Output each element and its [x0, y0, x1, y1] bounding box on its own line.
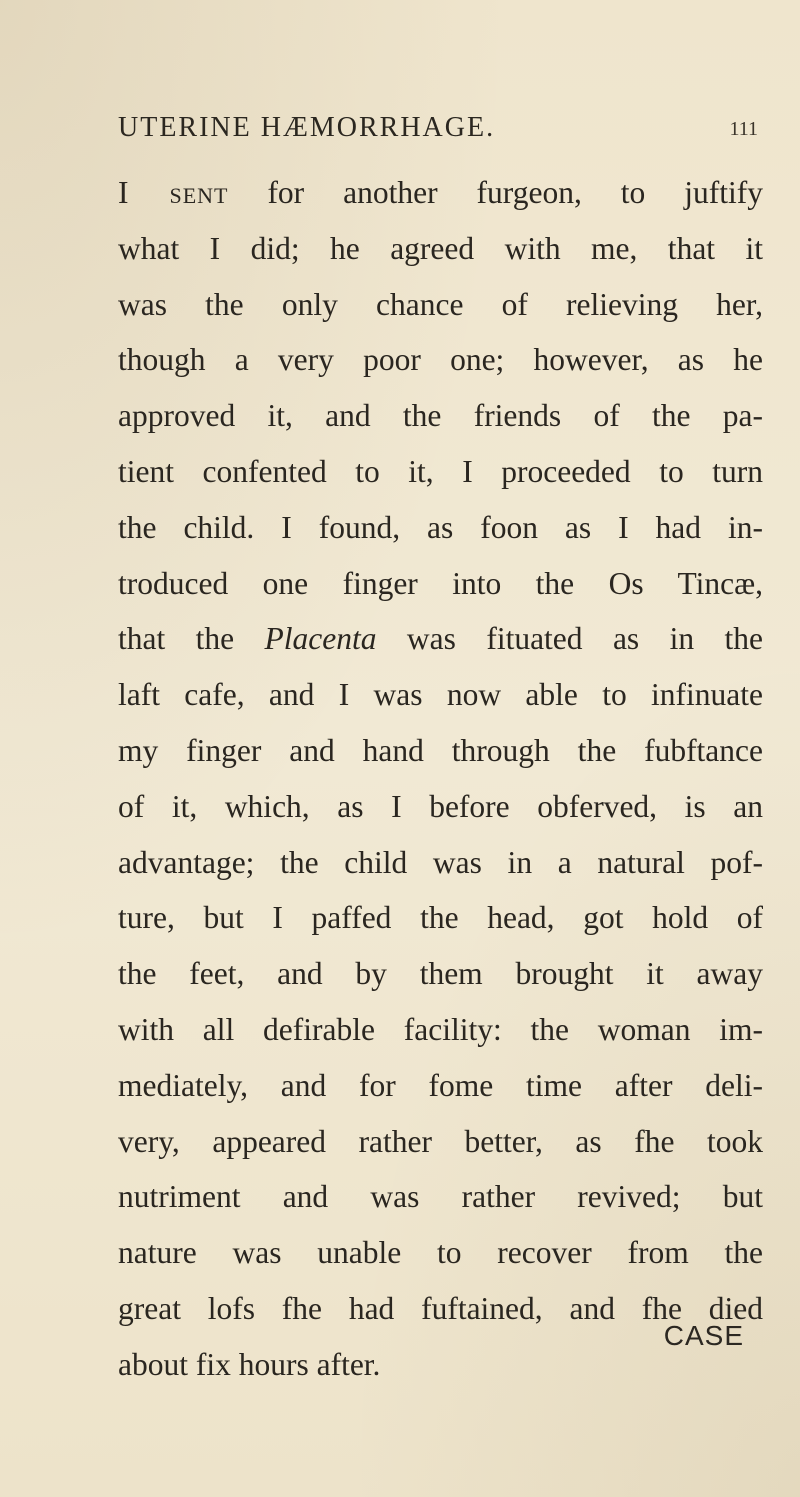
text-line-content: for another furgeon, to juftify — [228, 175, 763, 210]
text-line: very, appeared rather better, as fhe took — [118, 1123, 763, 1159]
text-line: great lofs fhe had fuftained, and fhe died — [118, 1290, 763, 1326]
text-line: laft cafe, and I was now able to infinuate — [118, 677, 763, 713]
text-line — [118, 165, 763, 221]
text-line: the feet, and by them brought it away — [118, 956, 763, 992]
text-line: tient confented to it, I proceeded to turn — [118, 453, 763, 489]
text-line: was the only chance of relieving her, — [118, 286, 763, 322]
catchword: CASE — [663, 1320, 744, 1351]
text-line: ture, but I paffed the head, got hold of — [118, 900, 763, 936]
text-line: though a very poor one; however, as he — [118, 342, 763, 378]
text-line: of it, which, as I before obferved, is an — [118, 788, 763, 824]
text-line-end: was fituated as in the — [376, 621, 764, 657]
text-line: troduced one finger into the Os Tincæ, — [118, 565, 763, 601]
body-paragraph — [118, 165, 763, 1393]
text-line-last: about fix hours after. — [118, 1346, 381, 1382]
text-line: the child. I found, as foon as I had in- — [118, 509, 763, 545]
italic-word-placenta: Placenta — [264, 621, 377, 657]
page-number: 111 — [729, 118, 758, 140]
text-line: nature was unable to recover from the — [118, 1235, 763, 1271]
text-line: my finger and hand through the fubftance — [118, 732, 763, 768]
text-line: approved it, and the friends of the pa- — [118, 398, 763, 434]
text-line: what I did; he agreed with me, that it — [118, 230, 763, 266]
running-head — [118, 112, 758, 152]
text-line: nutriment and was rather revived; but — [118, 1179, 763, 1215]
text-line-start: that the — [118, 621, 265, 657]
text-line: mediately, and for fome time after deli- — [118, 1067, 763, 1103]
opening-smallcaps: I sent — [118, 175, 229, 210]
text-line: with all defirable facility: the woman im- — [118, 1011, 763, 1047]
running-title: UTERINE HÆMORRHAGE. — [118, 112, 496, 143]
text-line — [118, 611, 763, 667]
text-line: advantage; the child was in a natural pof- — [118, 844, 763, 880]
